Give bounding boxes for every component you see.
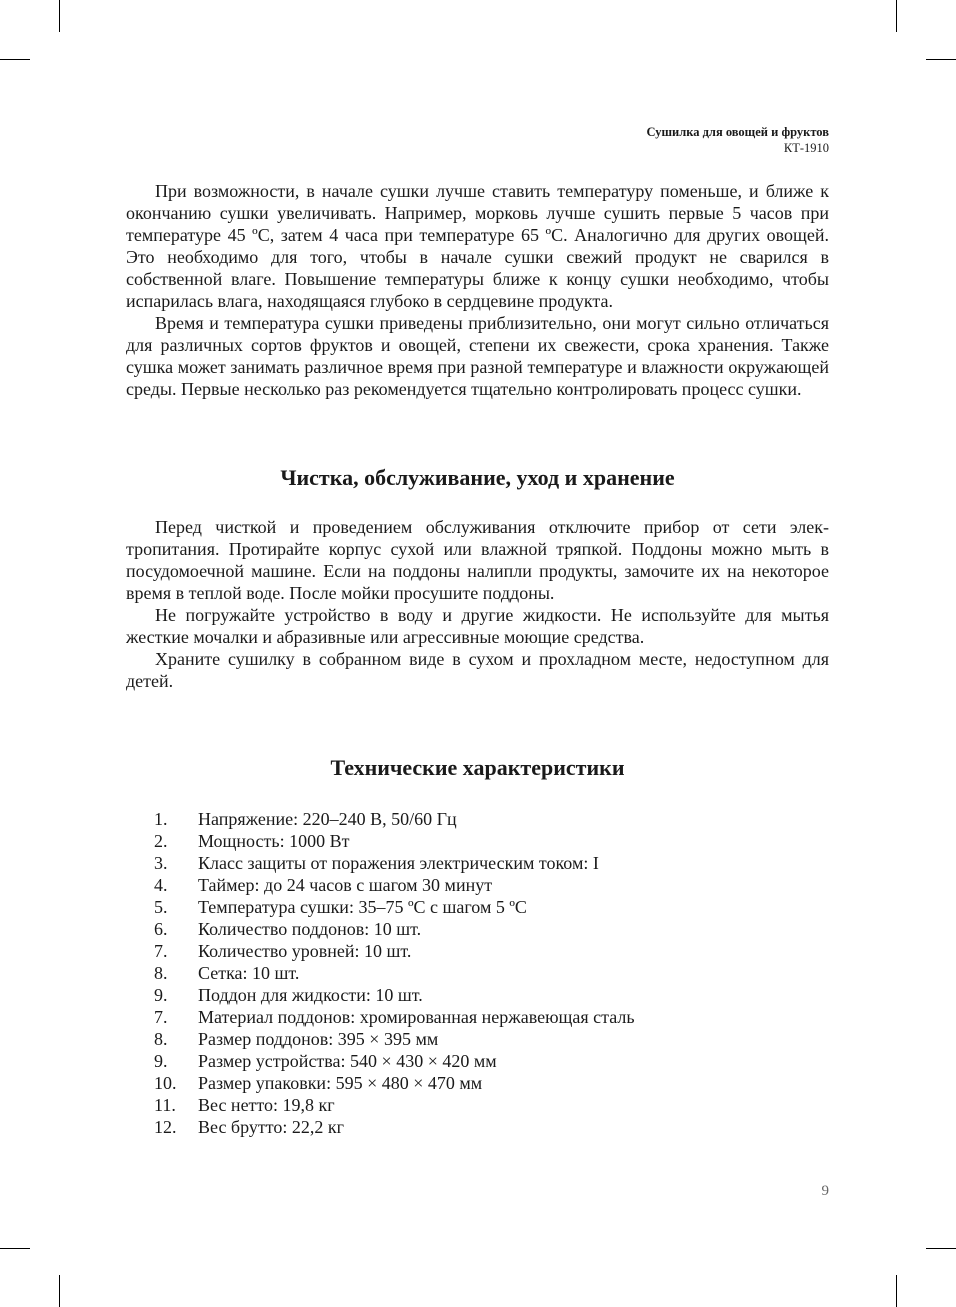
intro-paragraph: При возможности, в начале сушки лучше ставить температуру поменьше, и ближе к окончанию сушки увеличивать. Например, морковь лучше сушить первые 5 часов при температуре 45 ºС, затем 4 часа при температуре 65 ºС. Аналогично для других овощей. Это необходимо для того, чтобы в начале сушки свежий продукт не сварился в собственной влаге. Повышение температуры ближе к концу сушки необходимо, чтобы испарилась влага, находящаяся глубоко в сердцевине продукта. bbox=[126, 181, 829, 311]
spec-item bbox=[126, 962, 829, 984]
spec-number: 8. bbox=[154, 963, 168, 983]
spec-number: 12. bbox=[154, 1117, 177, 1137]
page-content bbox=[126, 180, 829, 1138]
crop-mark bbox=[896, 1275, 897, 1307]
spec-number: 5. bbox=[154, 897, 168, 917]
spec-text: Мощность: 1000 Вт bbox=[198, 831, 350, 851]
spec-item bbox=[126, 1116, 829, 1138]
spec-text: Вес брутто: 22,2 кг bbox=[198, 1117, 344, 1137]
spec-text: Размер устройства: 540 × 430 × 420 мм bbox=[198, 1051, 497, 1071]
spec-text: Таймер: до 24 часов с шагом 30 минут bbox=[198, 875, 493, 895]
spec-text: Класс защиты от поражения электрическим током: I bbox=[198, 853, 599, 873]
cleaning-paragraph: Перед чисткой и проведением обслуживания отключите прибор от сети электропитания. Протирайте корпус сухой или влажной тряпкой. Поддоны можно мыть в посудомоечной машине. Если на поддоны налипли продукты, замочите их на некоторое время в теплой воде. После мойки просушите поддоны. bbox=[126, 517, 829, 603]
intro-paragraph: Время и температура сушки приведены приблизительно, они могут сильно отличаться для различных сортов фруктов и овощей, степени их свежести, срока хранения. Также сушка может занимать различное время при разной температуре и влажности окружающей среды. Первые несколько раз рекомендуется тщательно контролировать процесс сушки. bbox=[126, 313, 829, 399]
header-model: КТ-1910 bbox=[783, 141, 829, 155]
cleaning-title: Чистка, обслуживание, уход и хранение bbox=[280, 465, 675, 490]
spec-text: Поддон для жидкости: 10 шт. bbox=[198, 985, 423, 1005]
spec-number: 8. bbox=[154, 1029, 168, 1049]
spec-item bbox=[126, 940, 829, 962]
crop-mark bbox=[0, 59, 30, 60]
spec-number: 9. bbox=[154, 985, 168, 1005]
spec-number: 7. bbox=[154, 941, 168, 961]
crop-mark bbox=[896, 0, 897, 32]
spec-item bbox=[126, 1006, 829, 1028]
spec-number: 1. bbox=[154, 809, 168, 829]
spec-item bbox=[126, 1094, 829, 1116]
specs-title: Технические характеристики bbox=[330, 755, 625, 780]
crop-mark bbox=[59, 1275, 60, 1307]
spec-text: Материал поддонов: хромированная нержавеющая сталь bbox=[198, 1007, 635, 1027]
running-header bbox=[646, 124, 829, 156]
spec-number: 10. bbox=[154, 1073, 177, 1093]
spec-item bbox=[126, 984, 829, 1006]
spec-item bbox=[126, 896, 829, 918]
spec-text: Вес нетто: 19,8 кг bbox=[198, 1095, 335, 1115]
spec-item bbox=[126, 1028, 829, 1050]
spec-item bbox=[126, 918, 829, 940]
spec-item bbox=[126, 874, 829, 896]
spec-number: 6. bbox=[154, 919, 168, 939]
crop-mark bbox=[926, 59, 956, 60]
spec-number: 3. bbox=[154, 853, 168, 873]
spec-item bbox=[126, 1050, 829, 1072]
spec-number: 7. bbox=[154, 1007, 168, 1027]
crop-mark bbox=[926, 1248, 956, 1249]
spec-text: Температура сушки: 35–75 ºС с шагом 5 ºС bbox=[198, 897, 527, 917]
header-title: Сушилка для овощей и фруктов bbox=[646, 125, 829, 139]
crop-mark bbox=[59, 0, 60, 32]
spec-number: 4. bbox=[154, 875, 168, 895]
spec-item bbox=[126, 852, 829, 874]
spec-number: 11. bbox=[154, 1095, 176, 1115]
spec-text: Сетка: 10 шт. bbox=[198, 963, 300, 983]
spec-number: 9. bbox=[154, 1051, 168, 1071]
spec-number: 2. bbox=[154, 831, 168, 851]
page-number: 9 bbox=[821, 1183, 829, 1199]
spec-text: Размер упаковки: 595 × 480 × 470 мм bbox=[198, 1073, 483, 1093]
spec-text: Размер поддонов: 395 × 395 мм bbox=[198, 1029, 439, 1049]
spec-item bbox=[126, 1072, 829, 1094]
spec-item bbox=[126, 830, 829, 852]
spec-item bbox=[126, 808, 829, 830]
cleaning-paragraph: Не погружайте устройство в воду и другие жидкости. Не используйте для мытья жесткие мочалки и абразивные или агрессивные моющие средства. bbox=[126, 605, 829, 647]
crop-mark bbox=[0, 1248, 30, 1249]
cleaning-paragraph: Храните сушилку в собранном виде в сухом и прохладном месте, недоступном для детей. bbox=[126, 649, 829, 691]
specs-list bbox=[126, 808, 829, 1138]
spec-text: Количество поддонов: 10 шт. bbox=[198, 919, 422, 939]
spec-text: Количество уровней: 10 шт. bbox=[198, 941, 412, 961]
spec-text: Напряжение: 220–240 В, 50/60 Гц bbox=[198, 809, 457, 829]
